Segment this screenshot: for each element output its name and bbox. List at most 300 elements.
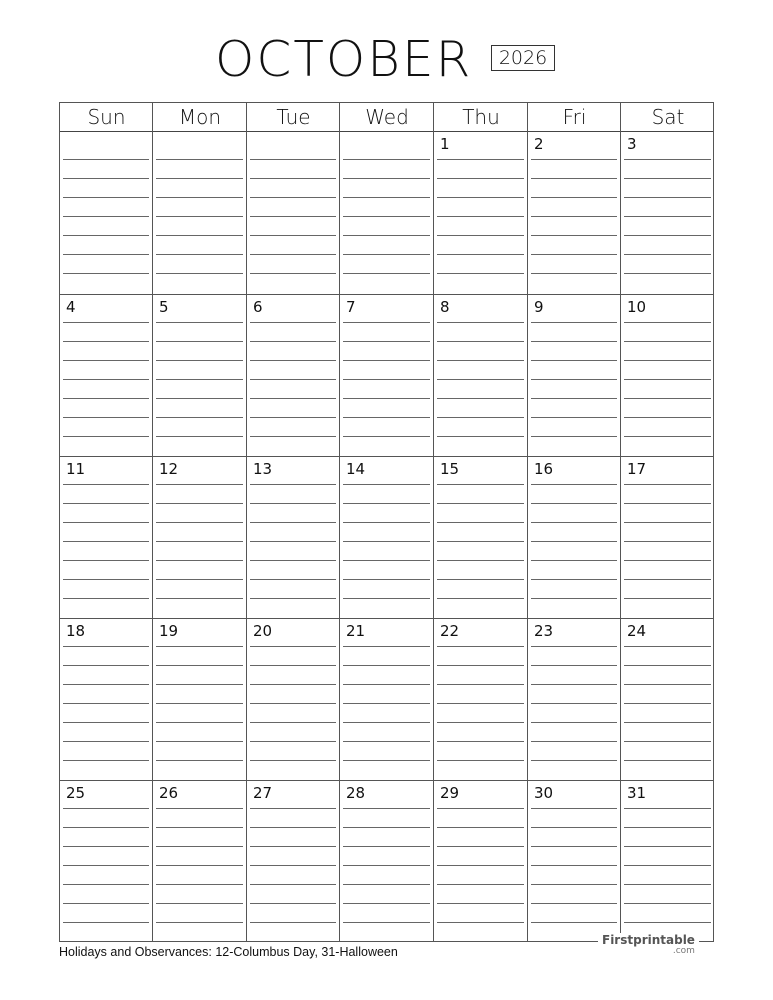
writing-line [531, 503, 617, 504]
day-cell[interactable] [340, 457, 433, 618]
writing-line [531, 322, 617, 323]
writing-line [531, 808, 617, 809]
day-cell[interactable] [153, 781, 246, 941]
writing-line [343, 503, 430, 504]
writing-line [624, 216, 711, 217]
writing-line [624, 741, 711, 742]
writing-line [531, 884, 617, 885]
writing-line [437, 197, 524, 198]
writing-line [624, 884, 711, 885]
writing-line [156, 197, 243, 198]
day-cell[interactable] [340, 781, 433, 941]
writing-line [624, 703, 711, 704]
writing-line [531, 379, 617, 380]
writing-line [156, 579, 243, 580]
writing-line [156, 522, 243, 523]
writing-line [250, 341, 336, 342]
writing-line [437, 503, 524, 504]
writing-line [437, 560, 524, 561]
writing-line [63, 417, 149, 418]
writing-line [250, 646, 336, 647]
writing-line [624, 341, 711, 342]
week-row [60, 619, 713, 781]
writing-line [156, 398, 243, 399]
day-cell[interactable] [153, 457, 246, 618]
writing-line [156, 827, 243, 828]
writing-line [624, 503, 711, 504]
day-number: 10 [627, 298, 647, 316]
writing-line [343, 436, 430, 437]
day-number: 11 [66, 460, 86, 478]
writing-line [250, 684, 336, 685]
writing-line [531, 436, 617, 437]
day-cell[interactable] [60, 295, 152, 456]
writing-line [63, 503, 149, 504]
writing-line [624, 417, 711, 418]
writing-line [63, 646, 149, 647]
writing-line [343, 884, 430, 885]
day-cell[interactable] [434, 619, 527, 780]
writing-line [531, 665, 617, 666]
writing-line [343, 178, 430, 179]
writing-line [63, 159, 149, 160]
day-number: 29 [440, 784, 460, 802]
writing-line [437, 827, 524, 828]
writing-line [624, 484, 711, 485]
day-cell[interactable] [60, 619, 152, 780]
writing-line [531, 216, 617, 217]
writing-line [343, 417, 430, 418]
writing-line [531, 398, 617, 399]
writing-line [63, 216, 149, 217]
writing-line [437, 216, 524, 217]
writing-line [624, 379, 711, 380]
writing-line [250, 197, 336, 198]
writing-line [437, 273, 524, 274]
day-cell[interactable] [247, 132, 339, 294]
day-number: 13 [253, 460, 273, 478]
writing-line [624, 903, 711, 904]
writing-line [63, 436, 149, 437]
writing-line [624, 436, 711, 437]
writing-line [624, 254, 711, 255]
writing-line [343, 598, 430, 599]
day-cell[interactable] [528, 295, 620, 456]
writing-line [156, 560, 243, 561]
writing-line [343, 827, 430, 828]
writing-line [437, 884, 524, 885]
day-number: 16 [534, 460, 554, 478]
writing-line [156, 846, 243, 847]
writing-line [156, 322, 243, 323]
writing-line [250, 827, 336, 828]
writing-line [250, 178, 336, 179]
day-cell[interactable] [60, 781, 152, 941]
writing-line [250, 846, 336, 847]
writing-line [250, 522, 336, 523]
day-number: 24 [627, 622, 647, 640]
writing-line [250, 865, 336, 866]
writing-line [437, 398, 524, 399]
writing-line [437, 846, 524, 847]
writing-line [531, 865, 617, 866]
brand-logo [598, 933, 699, 956]
writing-line [250, 884, 336, 885]
day-number: 26 [159, 784, 179, 802]
day-cell[interactable] [434, 457, 527, 618]
day-cell[interactable] [247, 619, 339, 780]
writing-line [63, 522, 149, 523]
writing-line [531, 273, 617, 274]
writing-line [156, 598, 243, 599]
writing-line [343, 760, 430, 761]
writing-line [156, 646, 243, 647]
day-number: 31 [627, 784, 647, 802]
writing-line [250, 741, 336, 742]
writing-line [343, 322, 430, 323]
writing-line [156, 484, 243, 485]
day-number: 4 [66, 298, 76, 316]
day-number: 12 [159, 460, 179, 478]
writing-line [437, 235, 524, 236]
writing-line [437, 703, 524, 704]
day-cell[interactable] [621, 132, 714, 294]
writing-line [437, 484, 524, 485]
writing-line [343, 684, 430, 685]
logo-suffix: .com [672, 946, 695, 956]
writing-line [624, 178, 711, 179]
day-cell[interactable] [247, 295, 339, 456]
writing-line [531, 579, 617, 580]
writing-line [624, 646, 711, 647]
writing-line [437, 808, 524, 809]
writing-line [531, 560, 617, 561]
writing-line [250, 760, 336, 761]
writing-line [531, 178, 617, 179]
writing-line [63, 922, 149, 923]
day-cell[interactable] [153, 619, 246, 780]
writing-line [531, 197, 617, 198]
writing-line [437, 579, 524, 580]
day-cell[interactable] [247, 781, 339, 941]
writing-line [156, 503, 243, 504]
writing-line [624, 360, 711, 361]
writing-line [624, 322, 711, 323]
week-row [60, 295, 713, 457]
day-number: 2 [534, 135, 544, 153]
writing-line [437, 741, 524, 742]
year-box: 2026 [491, 45, 555, 71]
writing-line [624, 827, 711, 828]
day-cell[interactable] [340, 295, 433, 456]
day-cell[interactable] [153, 295, 246, 456]
writing-line [343, 703, 430, 704]
day-cell[interactable] [621, 619, 714, 780]
writing-line [250, 503, 336, 504]
writing-line [624, 159, 711, 160]
writing-line [343, 360, 430, 361]
day-number: 18 [66, 622, 86, 640]
writing-line [343, 235, 430, 236]
writing-line [531, 703, 617, 704]
writing-line [624, 598, 711, 599]
writing-line [624, 541, 711, 542]
writing-line [437, 903, 524, 904]
day-number: 6 [253, 298, 263, 316]
writing-line [63, 484, 149, 485]
writing-line [250, 360, 336, 361]
writing-line [156, 341, 243, 342]
writing-line [156, 159, 243, 160]
day-cell[interactable] [621, 295, 714, 456]
writing-line [437, 159, 524, 160]
writing-line [156, 254, 243, 255]
day-cell[interactable] [621, 457, 714, 618]
weekday-wed: Wed [365, 105, 409, 129]
writing-line [343, 846, 430, 847]
day-cell[interactable] [434, 781, 527, 941]
writing-line [250, 922, 336, 923]
writing-line [437, 341, 524, 342]
writing-line [437, 379, 524, 380]
writing-line [531, 541, 617, 542]
writing-line [156, 722, 243, 723]
writing-line [63, 665, 149, 666]
day-cell[interactable] [340, 619, 433, 780]
day-cell[interactable] [340, 132, 433, 294]
writing-line [63, 865, 149, 866]
day-number: 23 [534, 622, 554, 640]
day-cell[interactable] [247, 457, 339, 618]
day-cell[interactable] [153, 132, 246, 294]
day-cell[interactable] [528, 619, 620, 780]
writing-line [343, 560, 430, 561]
writing-line [624, 522, 711, 523]
writing-line [531, 760, 617, 761]
writing-line [624, 197, 711, 198]
writing-line [531, 646, 617, 647]
writing-line [250, 484, 336, 485]
writing-line [437, 541, 524, 542]
writing-line [624, 722, 711, 723]
writing-line [63, 703, 149, 704]
writing-line [156, 884, 243, 885]
writing-line [624, 760, 711, 761]
writing-line [156, 684, 243, 685]
day-cell[interactable] [434, 295, 527, 456]
writing-line [437, 760, 524, 761]
day-cell[interactable] [621, 781, 714, 941]
writing-line [437, 722, 524, 723]
writing-line [63, 884, 149, 885]
writing-line [343, 484, 430, 485]
writing-line [63, 827, 149, 828]
weekday-sun: Sun [87, 105, 126, 129]
writing-line [63, 760, 149, 761]
day-number: 30 [534, 784, 554, 802]
writing-line [343, 722, 430, 723]
writing-line [531, 235, 617, 236]
writing-line [63, 741, 149, 742]
writing-line [156, 417, 243, 418]
writing-line [250, 417, 336, 418]
writing-line [343, 541, 430, 542]
day-cell[interactable] [528, 781, 620, 941]
writing-line [531, 903, 617, 904]
writing-line [156, 541, 243, 542]
writing-line [250, 665, 336, 666]
day-cell[interactable] [60, 457, 152, 618]
writing-line [343, 341, 430, 342]
day-number: 20 [253, 622, 273, 640]
writing-line [156, 665, 243, 666]
writing-line [531, 417, 617, 418]
writing-line [624, 865, 711, 866]
day-cell[interactable] [434, 132, 527, 294]
day-number: 3 [627, 135, 637, 153]
writing-line [63, 808, 149, 809]
writing-line [250, 159, 336, 160]
writing-line [437, 417, 524, 418]
holidays-note: Holidays and Observances: 12-Columbus Day, 31-Halloween [59, 945, 398, 959]
writing-line [437, 360, 524, 361]
writing-line [437, 322, 524, 323]
writing-line [531, 741, 617, 742]
writing-line [250, 541, 336, 542]
writing-line [343, 216, 430, 217]
writing-line [624, 398, 711, 399]
day-number: 19 [159, 622, 179, 640]
day-number: 25 [66, 784, 86, 802]
writing-line [250, 579, 336, 580]
day-number: 22 [440, 622, 460, 640]
writing-line [343, 922, 430, 923]
writing-line [63, 398, 149, 399]
writing-line [531, 360, 617, 361]
writing-line [437, 436, 524, 437]
writing-line [531, 922, 617, 923]
writing-line [343, 579, 430, 580]
writing-line [624, 808, 711, 809]
writing-line [250, 436, 336, 437]
logo-name: Firstprintable [602, 933, 695, 947]
writing-line [63, 560, 149, 561]
day-number: 1 [440, 135, 450, 153]
weekday-header [60, 103, 713, 132]
writing-line [63, 273, 149, 274]
day-number: 8 [440, 298, 450, 316]
writing-line [156, 922, 243, 923]
day-cell[interactable] [60, 132, 152, 294]
day-number: 21 [346, 622, 366, 640]
day-number: 17 [627, 460, 647, 478]
day-number: 5 [159, 298, 169, 316]
writing-line [343, 903, 430, 904]
month-name: OCTOBER [215, 31, 473, 88]
writing-line [156, 865, 243, 866]
writing-line [250, 379, 336, 380]
writing-line [437, 922, 524, 923]
writing-line [63, 235, 149, 236]
writing-line [250, 254, 336, 255]
writing-line [343, 646, 430, 647]
writing-line [156, 379, 243, 380]
writing-line [63, 379, 149, 380]
writing-line [63, 197, 149, 198]
writing-line [63, 846, 149, 847]
writing-line [156, 808, 243, 809]
writing-line [437, 684, 524, 685]
writing-line [250, 235, 336, 236]
writing-line [250, 598, 336, 599]
writing-line [343, 665, 430, 666]
day-number: 9 [534, 298, 544, 316]
writing-line [156, 903, 243, 904]
weekday-thu: Thu [462, 105, 500, 129]
writing-line [250, 722, 336, 723]
writing-line [624, 579, 711, 580]
writing-line [624, 665, 711, 666]
writing-line [250, 560, 336, 561]
week-row [60, 132, 713, 295]
writing-line [437, 665, 524, 666]
writing-line [250, 398, 336, 399]
writing-line [343, 197, 430, 198]
day-number: 27 [253, 784, 273, 802]
writing-line [343, 273, 430, 274]
writing-line [437, 522, 524, 523]
writing-line [437, 254, 524, 255]
week-row [60, 457, 713, 619]
writing-line [63, 541, 149, 542]
writing-line [63, 598, 149, 599]
writing-line [156, 703, 243, 704]
writing-line [531, 722, 617, 723]
writing-line [343, 159, 430, 160]
day-cell[interactable] [528, 457, 620, 618]
writing-line [343, 379, 430, 380]
writing-line [531, 522, 617, 523]
writing-line [156, 360, 243, 361]
day-number: 15 [440, 460, 460, 478]
writing-line [156, 741, 243, 742]
writing-line [63, 341, 149, 342]
writing-line [531, 254, 617, 255]
writing-line [531, 827, 617, 828]
writing-line [624, 560, 711, 561]
writing-line [250, 322, 336, 323]
writing-line [624, 273, 711, 274]
writing-line [624, 922, 711, 923]
writing-line [63, 722, 149, 723]
day-cell[interactable] [528, 132, 620, 294]
day-number: 28 [346, 784, 366, 802]
day-number: 14 [346, 460, 366, 478]
writing-line [531, 484, 617, 485]
writing-line [437, 646, 524, 647]
writing-line [437, 178, 524, 179]
writing-line [624, 235, 711, 236]
weekday-mon: Mon [178, 105, 222, 129]
writing-line [437, 598, 524, 599]
writing-line [624, 684, 711, 685]
writing-line [343, 254, 430, 255]
writing-line [343, 865, 430, 866]
week-row [60, 781, 713, 941]
writing-line [624, 846, 711, 847]
writing-line [343, 398, 430, 399]
writing-line [531, 159, 617, 160]
